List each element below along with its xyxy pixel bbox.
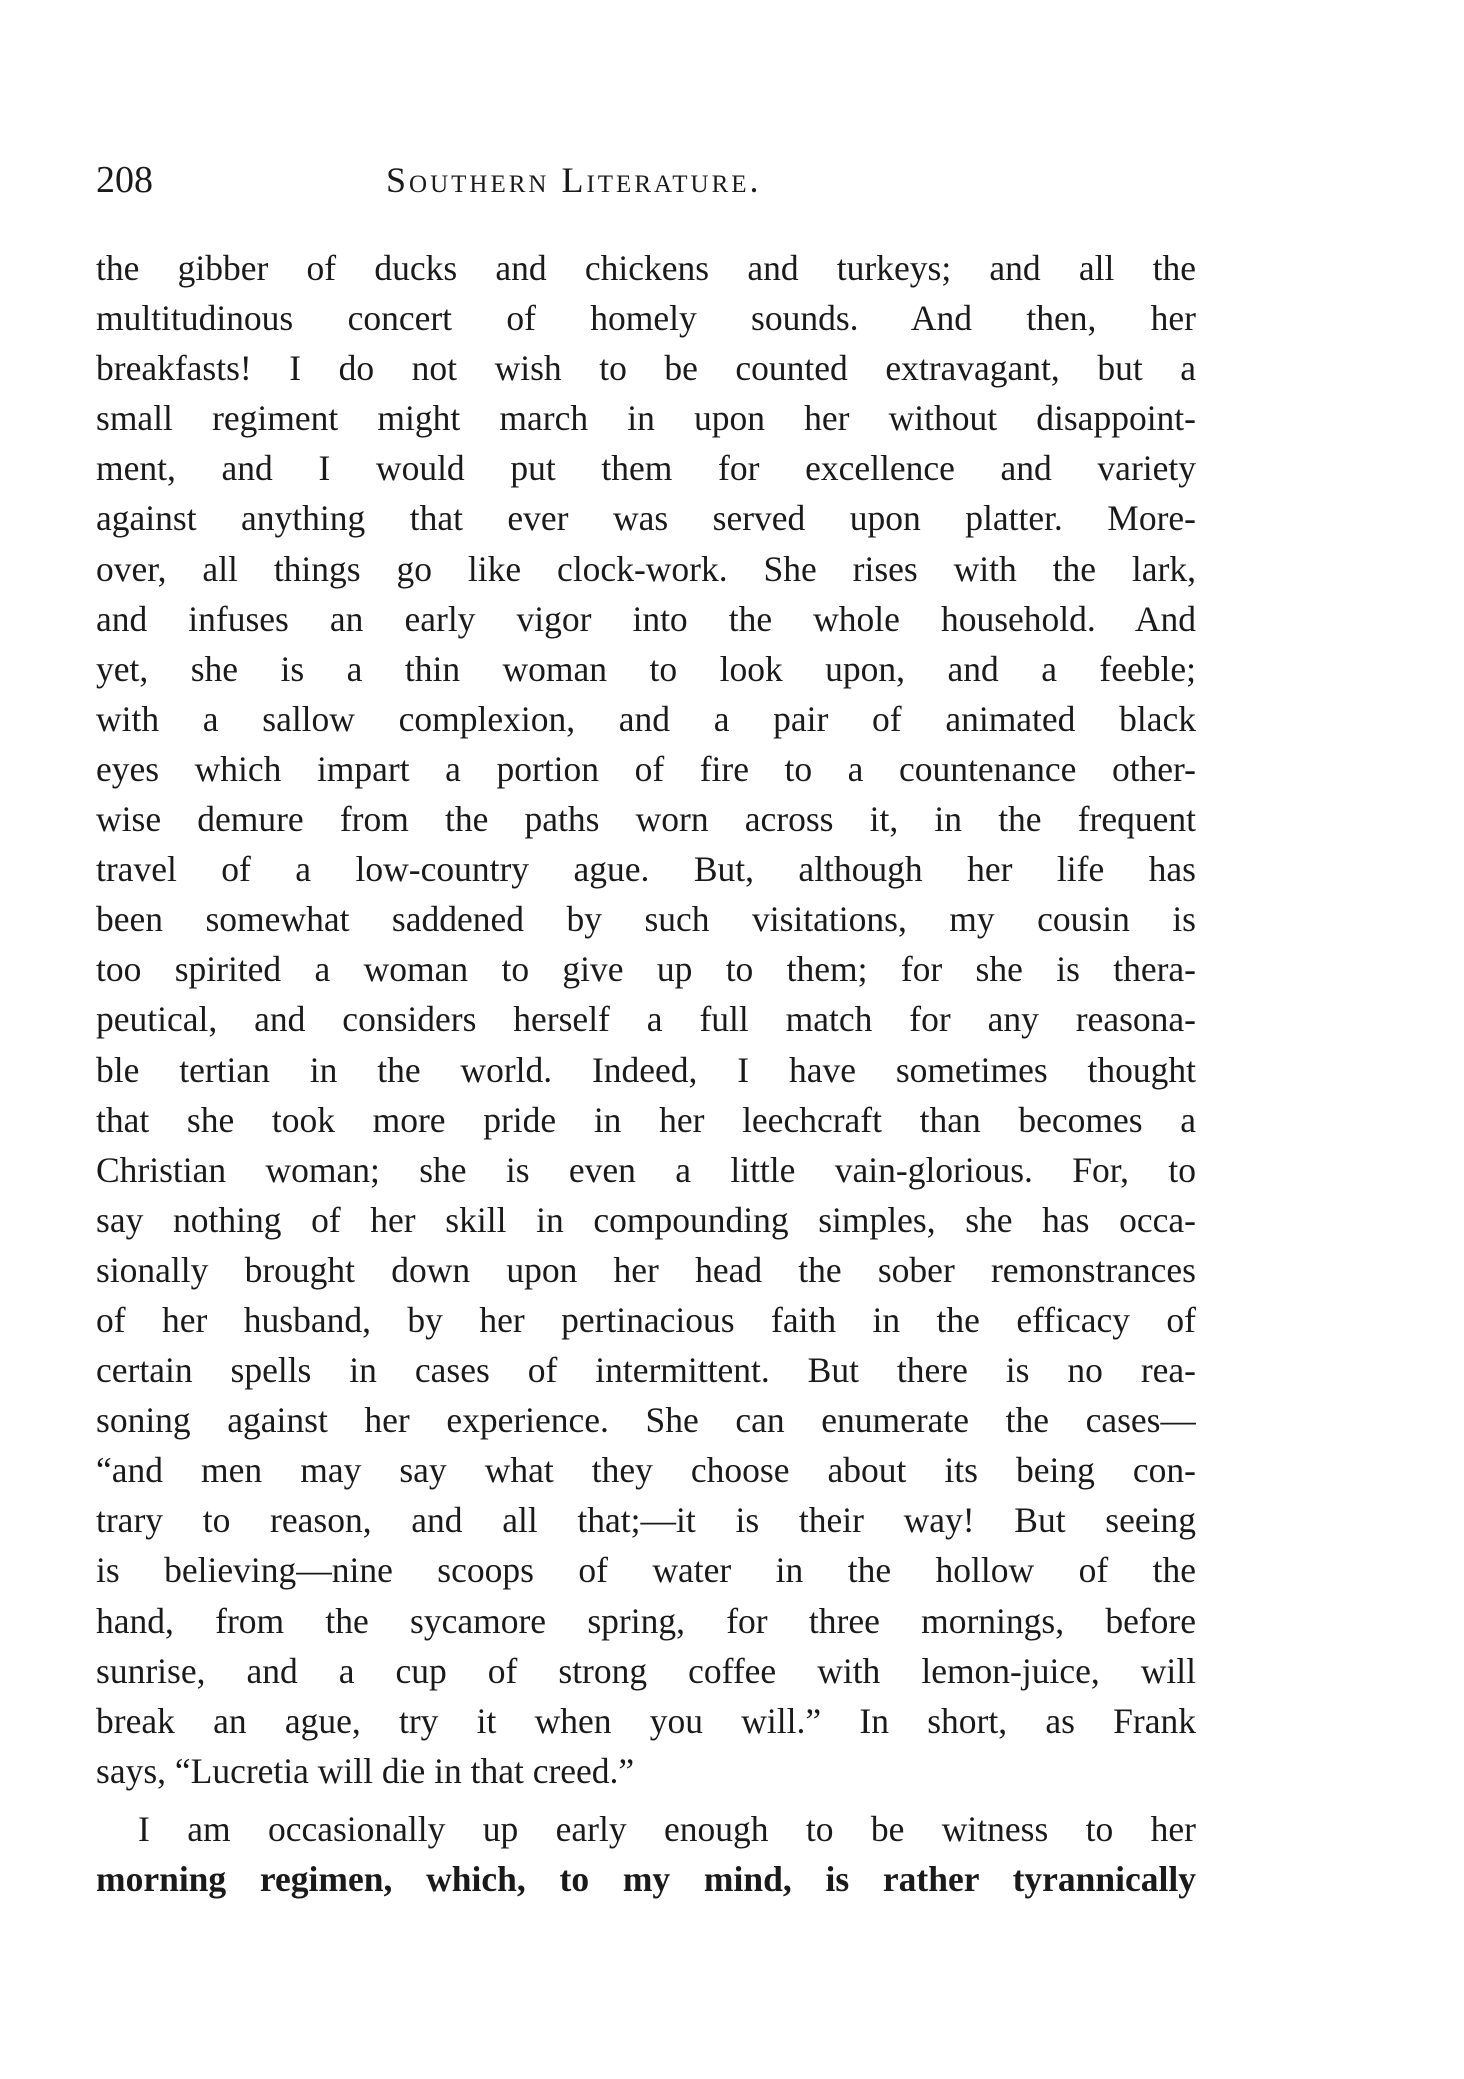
text-line: wise demure from the paths worn across it, in the frequent bbox=[96, 799, 1196, 840]
text-line: yet, she is a thin woman to look upon, and a feeble; bbox=[96, 648, 1196, 689]
text-line: I am occasionally up early enough to be witness to her bbox=[138, 1808, 1196, 1849]
text-line: against anything that ever was served upon platter. More- bbox=[96, 498, 1196, 539]
text-line: small regiment might march in upon her without disappoint- bbox=[96, 398, 1196, 439]
body-text bbox=[96, 243, 1196, 1904]
text-line: say nothing of her skill in compounding simples, she has occa- bbox=[96, 1199, 1196, 1240]
text-line: morning regimen, which, to my mind, is rather tyrannically bbox=[96, 1859, 1196, 1899]
running-title: Southern Literature. bbox=[386, 160, 762, 200]
text-line: certain spells in cases of intermittent. But there is no rea- bbox=[96, 1350, 1196, 1391]
running-head bbox=[96, 150, 1196, 210]
text-line: peutical, and considers herself a full match for any reasona- bbox=[96, 999, 1196, 1040]
text-line: ble tertian in the world. Indeed, I have sometimes thought bbox=[96, 1049, 1196, 1090]
text-line: Christian woman; she is even a little vain-glorious. For, to bbox=[96, 1149, 1196, 1190]
text-line: and infuses an early vigor into the whole household. And bbox=[96, 598, 1196, 639]
text-line: over, all things go like clock-work. She rises with the lark, bbox=[96, 548, 1196, 589]
text-line: hand, from the sycamore spring, for three mornings, before bbox=[96, 1600, 1196, 1641]
text-line: says, “Lucretia will die in that creed.” bbox=[96, 1750, 635, 1791]
text-line: sunrise, and a cup of strong coffee with lemon-juice, will bbox=[96, 1650, 1196, 1691]
page-number: 208 bbox=[96, 159, 153, 201]
text-line: breakfasts! I do not wish to be counted extravagant, but a bbox=[96, 348, 1196, 389]
paragraph-2 bbox=[96, 1804, 1196, 1904]
text-line: break an ague, try it when you will.” In short, as Frank bbox=[96, 1700, 1196, 1741]
text-line: soning against her experience. She can enumerate the cases— bbox=[96, 1400, 1196, 1441]
text-line: multitudinous concert of homely sounds. And then, her bbox=[96, 298, 1196, 339]
text-line: that she took more pride in her leechcraft than becomes a bbox=[96, 1099, 1196, 1140]
text-line: of her husband, by her pertinacious faith in the efficacy of bbox=[96, 1299, 1196, 1340]
text-line: ment, and I would put them for excellence and variety bbox=[96, 448, 1196, 489]
text-line: eyes which impart a portion of fire to a countenance other- bbox=[96, 748, 1196, 789]
text-line: is believing—nine scoops of water in the hollow of the bbox=[96, 1550, 1196, 1591]
text-line: been somewhat saddened by such visitations, my cousin is bbox=[96, 899, 1196, 940]
text-line: “and men may say what they choose about its being con- bbox=[96, 1450, 1196, 1491]
text-line: too spirited a woman to give up to them; for she is thera- bbox=[96, 949, 1196, 990]
text-line: trary to reason, and all that;—it is their way! But seeing bbox=[96, 1500, 1196, 1541]
paragraph-1 bbox=[96, 243, 1196, 1796]
text-line: travel of a low-country ague. But, although her life has bbox=[96, 849, 1196, 890]
text-line: sionally brought down upon her head the sober remonstrances bbox=[96, 1249, 1196, 1290]
text-line: with a sallow complexion, and a pair of animated black bbox=[96, 698, 1196, 739]
text-line: the gibber of ducks and chickens and turkeys; and all the bbox=[96, 248, 1196, 288]
